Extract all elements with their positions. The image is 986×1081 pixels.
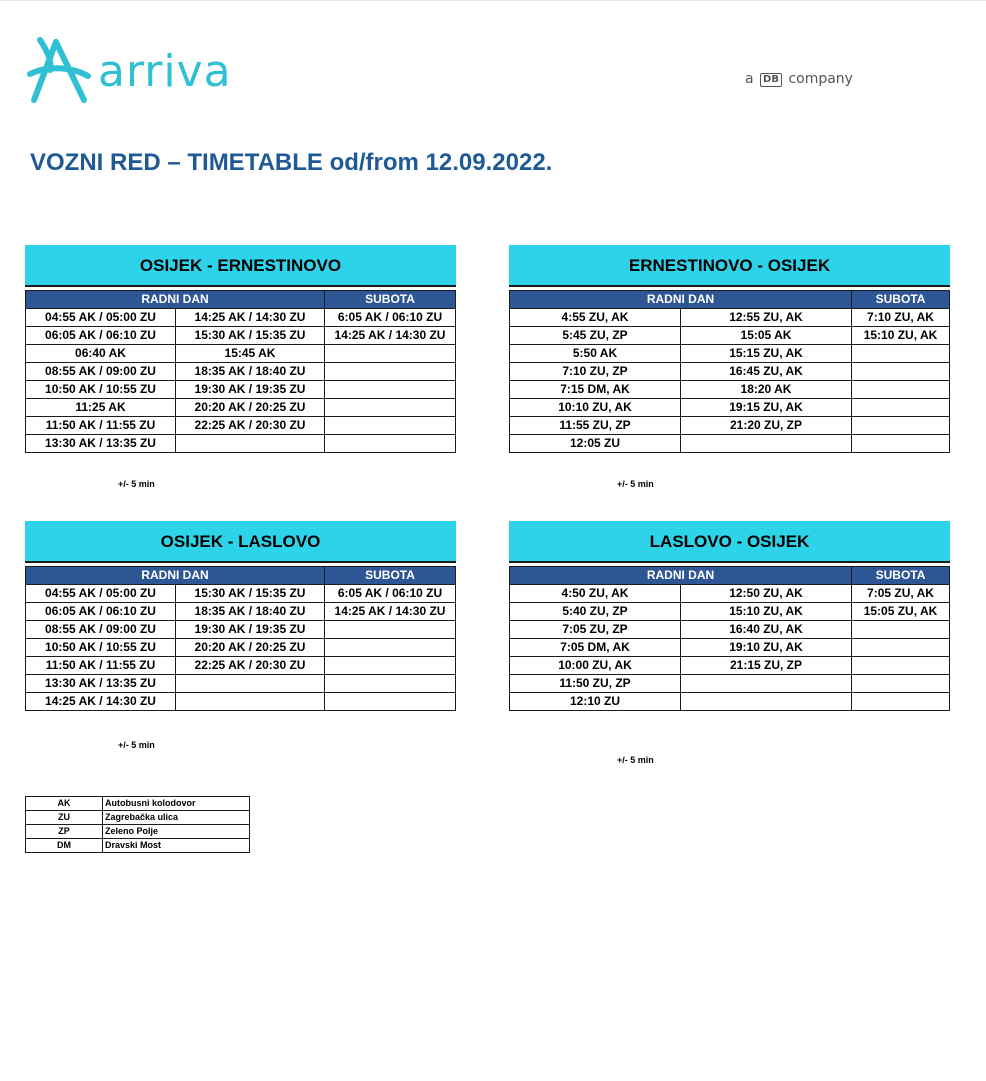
timetable-ernestinovo-osijek [509, 245, 950, 453]
legend-code: AK [26, 797, 103, 811]
table-row [26, 657, 456, 675]
table-row [510, 639, 950, 657]
table-row [510, 621, 950, 639]
table-row [510, 327, 950, 345]
saturday-departure-cell [852, 363, 950, 381]
weekday-departure-cell: 15:05 AK [681, 327, 852, 345]
schedule-table [25, 566, 456, 711]
weekday-header: RADNI DAN [26, 567, 325, 585]
saturday-departure-cell [325, 345, 456, 363]
abbreviation-legend [25, 796, 250, 853]
table-row [510, 417, 950, 435]
saturday-departure-cell [852, 639, 950, 657]
time-tolerance-note: +/- 5 min [617, 755, 654, 765]
weekday-departure-cell [681, 693, 852, 711]
weekday-departure-cell: 08:55 AK / 09:00 ZU [26, 621, 176, 639]
weekday-departure-cell: 14:25 AK / 14:30 ZU [176, 309, 325, 327]
weekday-departure-cell: 10:50 AK / 10:55 ZU [26, 639, 176, 657]
saturday-departure-cell: 7:05 ZU, AK [852, 585, 950, 603]
weekday-departure-cell: 08:55 AK / 09:00 ZU [26, 363, 176, 381]
table-row [26, 309, 456, 327]
weekday-departure-cell: 21:15 ZU, ZP [681, 657, 852, 675]
weekday-departure-cell: 04:55 AK / 05:00 ZU [26, 585, 176, 603]
weekday-departure-cell: 22:25 AK / 20:30 ZU [176, 417, 325, 435]
weekday-departure-cell: 06:40 AK [26, 345, 176, 363]
table-row [26, 621, 456, 639]
table-row [510, 675, 950, 693]
weekday-departure-cell: 7:15 DM, AK [510, 381, 681, 399]
saturday-departure-cell [325, 675, 456, 693]
timetable-osijek-ernestinovo [25, 245, 456, 453]
arriva-wordmark: arriva [98, 46, 232, 97]
weekday-departure-cell: 11:50 AK / 11:55 ZU [26, 417, 176, 435]
legend-code: DM [26, 839, 103, 853]
weekday-departure-cell: 11:25 AK [26, 399, 176, 417]
table-row [26, 399, 456, 417]
company-suffix: company [788, 71, 853, 87]
weekday-departure-cell: 13:30 AK / 13:35 ZU [26, 675, 176, 693]
time-tolerance-note: +/- 5 min [617, 479, 654, 489]
legend-row [26, 797, 250, 811]
weekday-departure-cell [176, 675, 325, 693]
weekday-departure-cell: 15:15 ZU, AK [681, 345, 852, 363]
schedule-body [26, 585, 456, 711]
schedule-body [510, 585, 950, 711]
table-row [510, 399, 950, 417]
saturday-departure-cell [325, 693, 456, 711]
weekday-departure-cell: 7:05 ZU, ZP [510, 621, 681, 639]
table-row [26, 345, 456, 363]
table-row [510, 693, 950, 711]
weekday-departure-cell: 5:50 AK [510, 345, 681, 363]
weekday-departure-cell: 11:50 AK / 11:55 ZU [26, 657, 176, 675]
legend-row [26, 811, 250, 825]
arriva-logo [26, 36, 256, 106]
table-row [510, 381, 950, 399]
table-row [26, 381, 456, 399]
weekday-departure-cell: 5:40 ZU, ZP [510, 603, 681, 621]
schedule-body [26, 309, 456, 453]
timetable-osijek-laslovo [25, 521, 456, 711]
weekday-departure-cell: 20:20 AK / 20:25 ZU [176, 399, 325, 417]
saturday-departure-cell [852, 675, 950, 693]
saturday-departure-cell [852, 621, 950, 639]
weekday-departure-cell: 19:15 ZU, AK [681, 399, 852, 417]
legend-code: ZP [26, 825, 103, 839]
saturday-departure-cell [325, 399, 456, 417]
saturday-departure-cell [325, 417, 456, 435]
table-row [26, 585, 456, 603]
saturday-departure-cell [325, 363, 456, 381]
route-header: OSIJEK - LASLOVO [25, 521, 456, 563]
weekday-departure-cell: 06:05 AK / 06:10 ZU [26, 603, 176, 621]
weekday-departure-cell: 16:45 ZU, AK [681, 363, 852, 381]
schedule-body [510, 309, 950, 453]
saturday-departure-cell [852, 657, 950, 675]
saturday-departure-cell [325, 657, 456, 675]
weekday-departure-cell: 7:10 ZU, ZP [510, 363, 681, 381]
table-row [510, 309, 950, 327]
weekday-departure-cell [681, 435, 852, 453]
table-row [510, 603, 950, 621]
weekday-departure-cell [176, 435, 325, 453]
time-tolerance-note: +/- 5 min [118, 740, 155, 750]
saturday-departure-cell: 6:05 AK / 06:10 ZU [325, 309, 456, 327]
weekday-departure-cell: 15:30 AK / 15:35 ZU [176, 585, 325, 603]
table-row [26, 435, 456, 453]
table-row [510, 345, 950, 363]
schedule-table [509, 566, 950, 711]
arriva-emblem-icon [26, 36, 92, 106]
schedule-table [25, 290, 456, 453]
saturday-departure-cell [852, 693, 950, 711]
schedule-table [509, 290, 950, 453]
weekday-departure-cell: 22:25 AK / 20:30 ZU [176, 657, 325, 675]
legend-row [26, 839, 250, 853]
legend-description: Zeleno Polje [103, 825, 250, 839]
weekday-departure-cell: 4:55 ZU, AK [510, 309, 681, 327]
table-row [510, 363, 950, 381]
saturday-departure-cell: 6:05 AK / 06:10 ZU [325, 585, 456, 603]
weekday-departure-cell: 11:55 ZU, ZP [510, 417, 681, 435]
saturday-departure-cell [325, 621, 456, 639]
time-tolerance-note: +/- 5 min [118, 479, 155, 489]
table-row [510, 657, 950, 675]
table-row [510, 435, 950, 453]
weekday-header: RADNI DAN [26, 291, 325, 309]
weekday-departure-cell: 20:20 AK / 20:25 ZU [176, 639, 325, 657]
weekday-departure-cell: 21:20 ZU, ZP [681, 417, 852, 435]
saturday-departure-cell [852, 435, 950, 453]
table-row [26, 639, 456, 657]
weekday-departure-cell: 15:45 AK [176, 345, 325, 363]
weekday-departure-cell: 18:20 AK [681, 381, 852, 399]
saturday-departure-cell [852, 345, 950, 363]
weekday-header: RADNI DAN [510, 567, 852, 585]
weekday-departure-cell: 06:05 AK / 06:10 ZU [26, 327, 176, 345]
weekday-departure-cell: 15:10 ZU, AK [681, 603, 852, 621]
weekday-departure-cell: 12:50 ZU, AK [681, 585, 852, 603]
weekday-departure-cell: 12:10 ZU [510, 693, 681, 711]
weekday-departure-cell [176, 693, 325, 711]
saturday-departure-cell [325, 381, 456, 399]
page-top-border [0, 0, 986, 1]
table-row [26, 363, 456, 381]
saturday-departure-cell: 15:05 ZU, AK [852, 603, 950, 621]
weekday-departure-cell: 10:00 ZU, AK [510, 657, 681, 675]
legend-row [26, 825, 250, 839]
weekday-departure-cell: 7:05 DM, AK [510, 639, 681, 657]
legend-code: ZU [26, 811, 103, 825]
weekday-departure-cell: 12:55 ZU, AK [681, 309, 852, 327]
saturday-departure-cell [852, 417, 950, 435]
weekday-header: RADNI DAN [510, 291, 852, 309]
saturday-departure-cell [325, 639, 456, 657]
table-row [26, 693, 456, 711]
saturday-departure-cell [852, 399, 950, 417]
weekday-departure-cell: 19:10 ZU, AK [681, 639, 852, 657]
saturday-departure-cell [325, 435, 456, 453]
weekday-departure-cell: 5:45 ZU, ZP [510, 327, 681, 345]
weekday-departure-cell: 04:55 AK / 05:00 ZU [26, 309, 176, 327]
route-header: LASLOVO - OSIJEK [509, 521, 950, 563]
legend-table [25, 796, 250, 853]
weekday-departure-cell: 4:50 ZU, AK [510, 585, 681, 603]
route-header: ERNESTINOVO - OSIJEK [509, 245, 950, 287]
table-row [26, 603, 456, 621]
legend-body [26, 797, 250, 853]
saturday-departure-cell [852, 381, 950, 399]
weekday-departure-cell: 11:50 ZU, ZP [510, 675, 681, 693]
weekday-departure-cell: 18:35 AK / 18:40 ZU [176, 603, 325, 621]
saturday-header: SUBOTA [325, 291, 456, 309]
weekday-departure-cell: 10:10 ZU, AK [510, 399, 681, 417]
timetable-laslovo-osijek [509, 521, 950, 711]
weekday-departure-cell: 19:30 AK / 19:35 ZU [176, 381, 325, 399]
weekday-departure-cell: 10:50 AK / 10:55 ZU [26, 381, 176, 399]
legend-description: Dravski Most [103, 839, 250, 853]
saturday-departure-cell: 14:25 AK / 14:30 ZU [325, 603, 456, 621]
table-row [26, 417, 456, 435]
table-row [26, 675, 456, 693]
db-company-tagline [745, 70, 853, 88]
saturday-header: SUBOTA [852, 291, 950, 309]
weekday-departure-cell: 15:30 AK / 15:35 ZU [176, 327, 325, 345]
route-header: OSIJEK - ERNESTINOVO [25, 245, 456, 287]
weekday-departure-cell: 18:35 AK / 18:40 ZU [176, 363, 325, 381]
saturday-departure-cell: 7:10 ZU, AK [852, 309, 950, 327]
table-row [510, 585, 950, 603]
company-prefix: a [745, 71, 754, 87]
weekday-departure-cell: 12:05 ZU [510, 435, 681, 453]
page-title: VOZNI RED – TIMETABLE od/from 12.09.2022. [30, 149, 553, 176]
weekday-departure-cell [681, 675, 852, 693]
saturday-header: SUBOTA [852, 567, 950, 585]
table-row [26, 327, 456, 345]
saturday-header: SUBOTA [325, 567, 456, 585]
weekday-departure-cell: 19:30 AK / 19:35 ZU [176, 621, 325, 639]
weekday-departure-cell: 13:30 AK / 13:35 ZU [26, 435, 176, 453]
legend-description: Zagrebačka ulica [103, 811, 250, 825]
weekday-departure-cell: 16:40 ZU, AK [681, 621, 852, 639]
saturday-departure-cell: 15:10 ZU, AK [852, 327, 950, 345]
saturday-departure-cell: 14:25 AK / 14:30 ZU [325, 327, 456, 345]
db-badge: DB [760, 73, 782, 87]
legend-description: Autobusni kolodovor [103, 797, 250, 811]
weekday-departure-cell: 14:25 AK / 14:30 ZU [26, 693, 176, 711]
